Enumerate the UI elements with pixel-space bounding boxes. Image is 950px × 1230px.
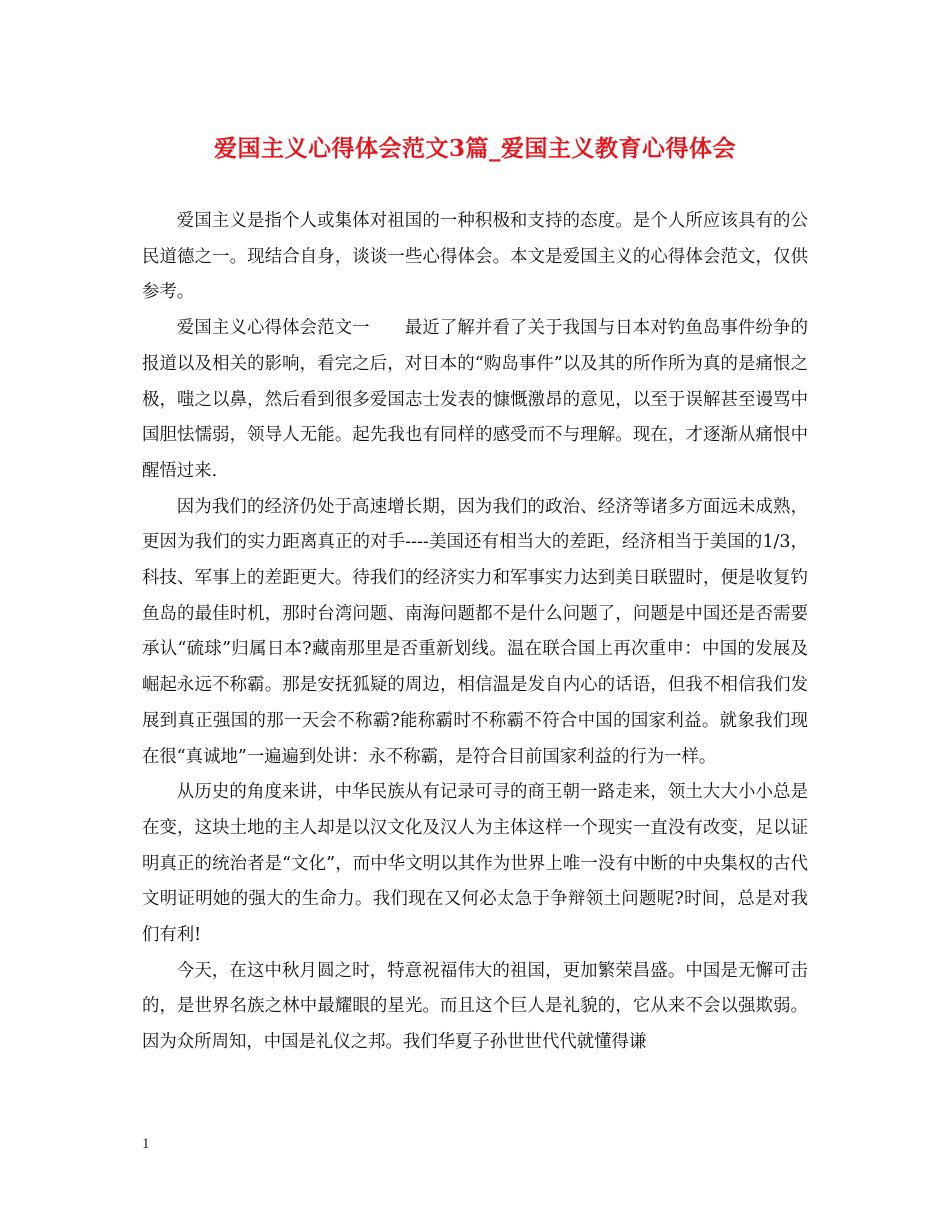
- paragraph-essay-one: 爱国主义心得体会范文一 最近了解并看了关于我国与日本对钓鱼岛事件纷争的报道以及相关的影响，看完之后，对日本的“购岛事件”以及其的所作所为真的是痛恨之极，嗤之以鼻，然后看到很多爱国志士发表的慷慨激昂的意见，以至于误解甚至谩骂中国胆怯懦弱，领导人无能。起先我也有同样的感受而不与理解。现在，才逐渐从痛恨中醒悟过来.: [142, 318, 808, 481]
- paragraph-today: 今天，在这中秋月圆之时，特意祝福伟大的祖国，更加繁荣昌盛。中国是无懈可击的，是世界名族之林中最耀眼的星光。而且这个巨人是礼貌的，它从来不会以强欺弱。因为众所周知，中国是礼仪之邦。我们华夏子孙世世代代就懂得谦: [142, 960, 808, 1053]
- paragraph-intro: 爱国主义是指个人或集体对祖国的一种积极和支持的态度。是个人所应该具有的公民道德之一。现结合自身，谈谈一些心得体会。本文是爱国主义的心得体会范文，仅供参考。: [142, 211, 808, 303]
- document-title: 爱国主义心得体会范文3篇_爱国主义教育心得体会: [213, 135, 736, 162]
- document-body: [142, 204, 808, 1061]
- page-number: 1: [142, 1136, 150, 1152]
- paragraph-history: 从历史的角度来讲，中华民族从有记录可寻的商王朝一路走来，领土大大小小总是在变，这块土地的主人却是以汉文化及汉人为主体这样一个现实一直没有改变，足以证明真正的统治者是“文化”，而中华文明以其作为世界上唯一没有中断的中央集权的古代文明证明她的强大的生命力。我们现在又何必太急于争辩领土问题呢?时间，总是对我们有利!: [142, 782, 808, 946]
- paragraph-economy: 因为我们的经济仍处于高速增长期，因为我们的政治、经济等诸多方面远未成熟，更因为我们的实力距离真正的对手----美国还有相当大的差距，经济相当于美国的1/3，科技、军事上的差距更大。待我们的经济实力和军事实力达到美日联盟时，便是收复钓鱼岛的最佳时机，那时台湾问题、南海问题都不是什么问题了，问题是中国还是否需要承认“硫球”归属日本?藏南那里是否重新划线。温在联合国上再次重申：中国的发展及崛起永远不称霸。那是安抚狐疑的周边，相信温是发自内心的话语，但我不相信我们发展到真正强国的那一天会不称霸?能称霸时不称霸不符合中国的国家利益。就象我们现在很“真诚地”一遍遍到处讲：永不称霸，是符合目前国家利益的行为一样。: [142, 496, 808, 767]
